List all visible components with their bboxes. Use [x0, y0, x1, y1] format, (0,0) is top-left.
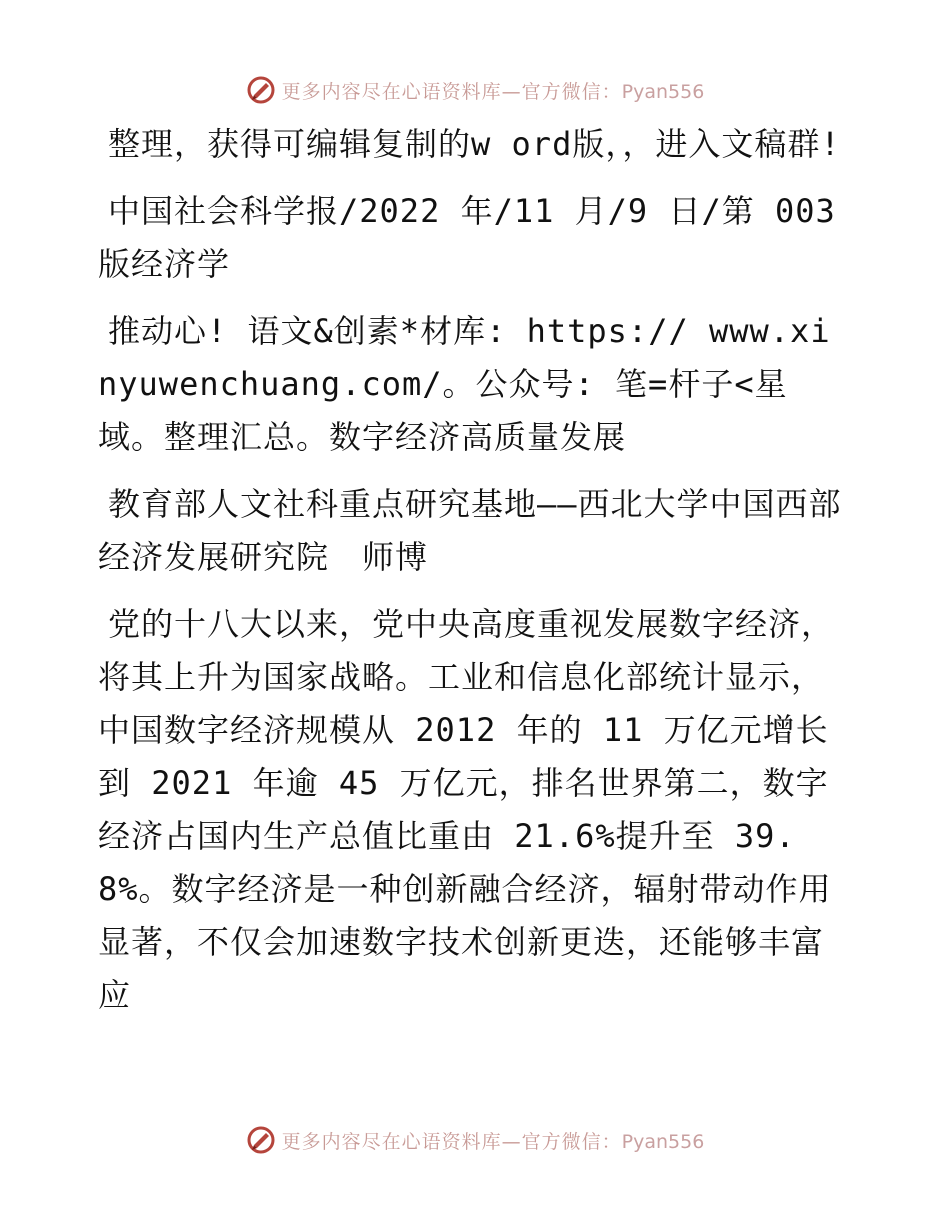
footer-watermark — [0, 1120, 950, 1160]
paragraph-author: 教育部人文社科重点研究基地——西北大学中国西部经济发展研究院 师博 — [98, 485, 842, 576]
watermark-text: 更多内容尽在心语资料库—官方微信：Pyan556 — [281, 1130, 705, 1153]
pen-logo-icon — [246, 75, 276, 105]
paragraph-source: 中国社会科学报/2022 年/11 月/9 日/第 003 版经济学 — [98, 192, 836, 283]
pen-logo-icon — [246, 1125, 276, 1155]
header-watermark — [0, 70, 950, 110]
watermark-text: 更多内容尽在心语资料库—官方微信：Pyan556 — [281, 80, 705, 103]
document-body — [98, 118, 850, 1036]
paragraph-body: 党的十八大以来，党中央高度重视发展数字经济，将其上升为国家战略。工业和信息化部统计显示，中国数字经济规模从 2012 年的 11 万亿元增长到 2021 年逾 45 万亿元，排名世界第二，数字经济占国内生产总值比重由 21.6%提升至 39.8%。数字经济是一种创新融合经济，辐射带动作用显著，不仅会加速数字技术创新更迭，还能够丰富应 — [98, 605, 835, 1014]
paragraph-title: 推动心! 语文&创素*材库: https:// www.xinyuwenchuang.com/。公众号: 笔=杆子<星域。整理汇总。数字经济高质量发展 — [98, 312, 831, 456]
paragraph-note: 整理，获得可编辑复制的w ord版，，进入文稿群! — [108, 125, 841, 163]
